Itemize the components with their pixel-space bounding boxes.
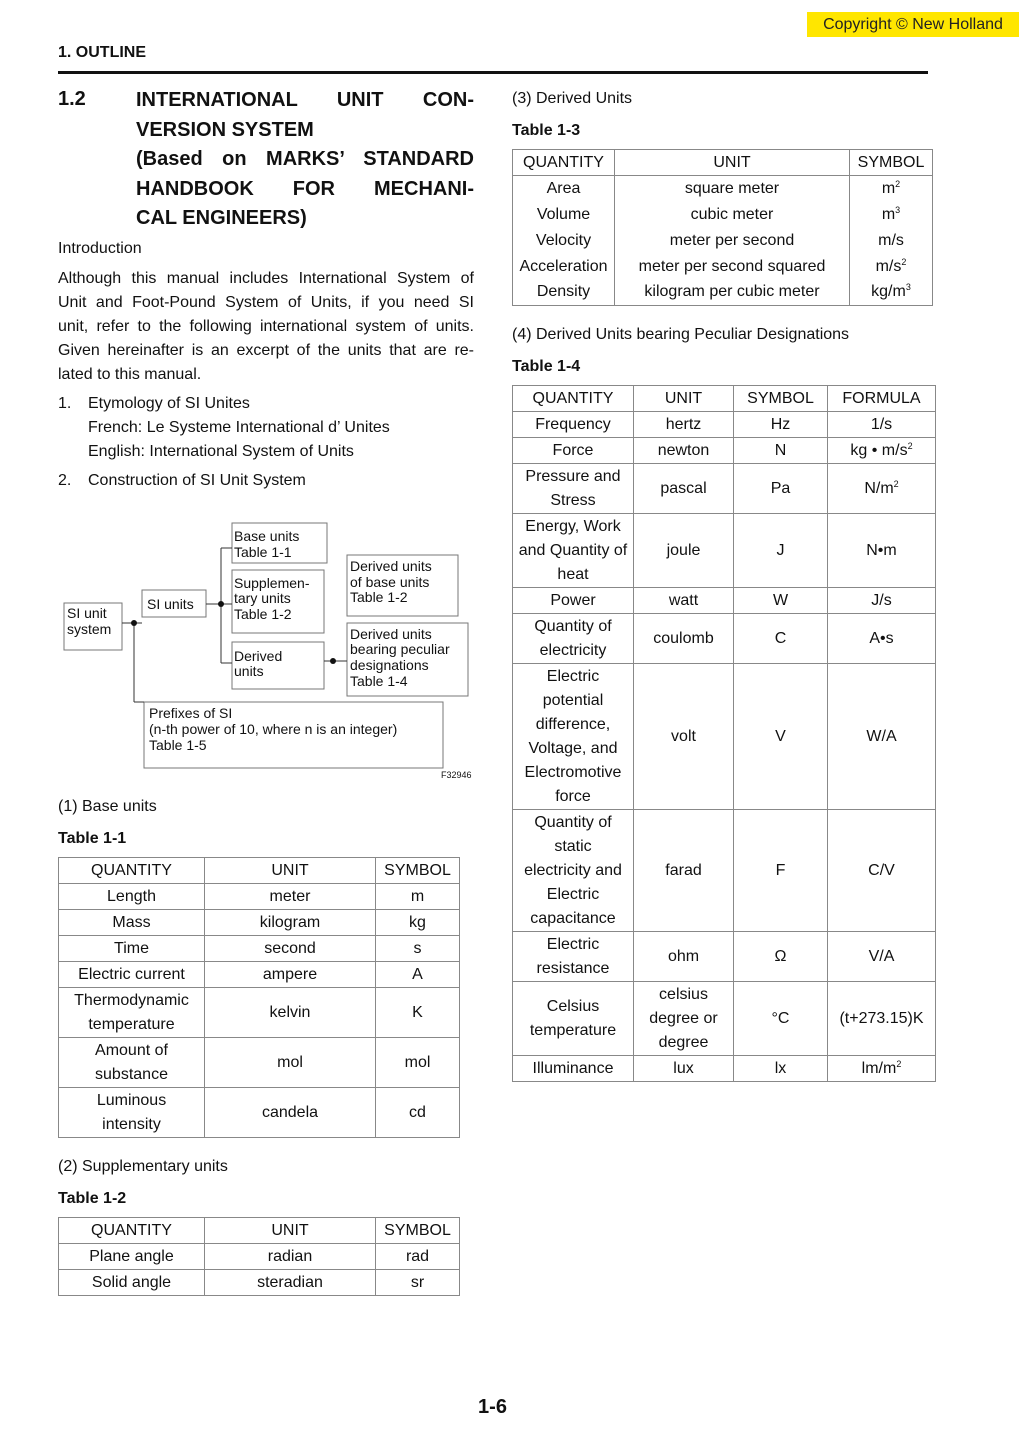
- table-cell: rad: [376, 1244, 460, 1270]
- table-row: [59, 910, 460, 936]
- diagram-label: Table 1-2: [350, 589, 408, 605]
- base-units-heading: (1) Base units: [58, 798, 157, 815]
- table-cell: Acceleration: [513, 254, 615, 280]
- diagram-label: tary units: [234, 590, 291, 606]
- intro-line: Given hereinafter is an excerpt of the units that are re-: [58, 342, 474, 359]
- diagram-label: (n-th power of 10, where n is an integer): [149, 721, 398, 737]
- list-item-etymology: Etymology of SI Unites: [88, 395, 250, 412]
- table-row: [513, 228, 933, 254]
- table-cell: farad: [634, 810, 734, 932]
- table-cell: $m/s^2$: [850, 254, 933, 280]
- table-cell: J/s: [828, 588, 936, 614]
- diagram-label: Supplemen-: [234, 575, 310, 591]
- header-cell: SYMBOL: [850, 150, 933, 176]
- diagram-label: bearing peculiar: [350, 641, 450, 657]
- table-cell: candela: [205, 1088, 376, 1138]
- table-cell: volt: [634, 664, 734, 810]
- table-cell: Power: [513, 588, 634, 614]
- table-cell: pascal: [634, 464, 734, 514]
- table-1-4-label: Table 1-4: [512, 358, 581, 375]
- table-cell: lx: [734, 1056, 828, 1082]
- title-line: CAL ENGINEERS): [136, 207, 307, 229]
- diagram-label: units: [234, 663, 264, 679]
- table-cell: N: [734, 438, 828, 464]
- title-line: INTERNATIONAL UNIT CON-: [136, 89, 474, 111]
- table-cell: Ω: [734, 932, 828, 982]
- list-item-construction: Construction of SI Unit System: [88, 472, 306, 489]
- header-cell: FORMULA: [828, 386, 936, 412]
- table-cell: Energy, Work and Quantity of heat: [513, 514, 634, 588]
- table-row: [59, 1244, 460, 1270]
- table-cell: W/A: [828, 664, 936, 810]
- table-cell: coulomb: [634, 614, 734, 664]
- section-title: [136, 86, 474, 234]
- table-row: [59, 1270, 460, 1296]
- table-1-4: [512, 385, 936, 1082]
- header-cell: QUANTITY: [513, 150, 615, 176]
- table-cell: K: [376, 988, 460, 1038]
- table-cell: $lm/m^2$: [828, 1056, 936, 1082]
- table-cell: Hz: [734, 412, 828, 438]
- page-number: 1-6: [478, 1396, 507, 1418]
- table-cell: steradian: [205, 1270, 376, 1296]
- table-row: [59, 884, 460, 910]
- table-cell: kilogram: [205, 910, 376, 936]
- header-cell: QUANTITY: [513, 386, 634, 412]
- header-cell: UNIT: [205, 1218, 376, 1244]
- table-cell: Plane angle: [59, 1244, 205, 1270]
- diagram-label: system: [67, 621, 112, 637]
- table-row: [59, 1038, 460, 1088]
- table-cell: J: [734, 514, 828, 588]
- table-cell: mol: [205, 1038, 376, 1088]
- intro-line: unit, refer to the following international system of units.: [58, 318, 474, 335]
- table-cell: Celsius temperature: [513, 982, 634, 1056]
- table-cell: s: [376, 936, 460, 962]
- table-row: [59, 936, 460, 962]
- title-line: VERSION SYSTEM: [136, 118, 314, 141]
- table-row: [513, 614, 936, 664]
- table-1-3-label: Table 1-3: [512, 122, 581, 139]
- table-1-2-label: Table 1-2: [58, 1190, 127, 1207]
- table-cell: kg: [376, 910, 460, 936]
- table-cell: radian: [205, 1244, 376, 1270]
- table-cell: sr: [376, 1270, 460, 1296]
- table-cell: meter: [205, 884, 376, 910]
- table-cell: Pressure and Stress: [513, 464, 634, 514]
- intro-line: lated to this manual.: [58, 366, 202, 383]
- table-cell: Area: [513, 176, 615, 202]
- table-cell: Pa: [734, 464, 828, 514]
- table-cell: Density: [513, 280, 615, 306]
- table-row: [513, 176, 933, 202]
- figure-id: F32946: [441, 770, 472, 780]
- table-cell: joule: [634, 514, 734, 588]
- table-row: [59, 962, 460, 988]
- header-cell: QUANTITY: [59, 858, 205, 884]
- table-cell: V/A: [828, 932, 936, 982]
- diagram-label: SI units: [147, 596, 194, 612]
- list-item-english: English: International System of Units: [88, 443, 354, 460]
- diagram-label: Table 1-5: [149, 737, 207, 753]
- table-cell: Luminous intensity: [59, 1088, 205, 1138]
- table-cell: watt: [634, 588, 734, 614]
- table-cell: m/s: [850, 228, 933, 254]
- table-cell: C: [734, 614, 828, 664]
- table-header-row: [59, 1218, 460, 1244]
- table-cell: 1/s: [828, 412, 936, 438]
- table-cell: W: [734, 588, 828, 614]
- table-cell: A: [376, 962, 460, 988]
- diagram-label: Prefixes of SI: [149, 705, 233, 721]
- table-row: [513, 412, 936, 438]
- table-cell: meter per second squared: [615, 254, 850, 280]
- diagram-label: Derived units: [350, 558, 432, 574]
- table-row: [513, 588, 936, 614]
- table-cell: $kg/m^3$: [850, 280, 933, 306]
- table-cell: Electric resistance: [513, 932, 634, 982]
- table-cell: cubic meter: [615, 202, 850, 228]
- header-cell: SYMBOL: [376, 1218, 460, 1244]
- intro-line: Although this manual includes International System of: [58, 270, 474, 287]
- table-cell: kelvin: [205, 988, 376, 1038]
- diagram-label: Table 1-2: [234, 606, 292, 622]
- table-cell: Force: [513, 438, 634, 464]
- table-cell: $N/m^2$: [828, 464, 936, 514]
- table-cell: kilogram per cubic meter: [615, 280, 850, 306]
- table-cell: Mass: [59, 910, 205, 936]
- table-cell: celsius degree or degree: [634, 982, 734, 1056]
- table-cell: m: [376, 884, 460, 910]
- table-cell: °C: [734, 982, 828, 1056]
- list-number: 1.: [58, 395, 72, 412]
- table-cell: square meter: [615, 176, 850, 202]
- table-row: [513, 932, 936, 982]
- table-cell: Electric current: [59, 962, 205, 988]
- table-1-1-label: Table 1-1: [58, 830, 127, 847]
- table-row: [513, 254, 933, 280]
- table-row: [513, 438, 936, 464]
- table-cell: Electric potential difference, Voltage, and Electromotive force: [513, 664, 634, 810]
- si-structure-diagram: [58, 520, 478, 785]
- title-line: HANDBOOK FOR MECHANI-: [136, 177, 474, 200]
- diagram-label: of base units: [350, 574, 430, 590]
- table-row: [513, 202, 933, 228]
- table-cell: hertz: [634, 412, 734, 438]
- table-cell: Volume: [513, 202, 615, 228]
- table-cell: ampere: [205, 962, 376, 988]
- diagram-label: Base units: [234, 528, 300, 544]
- table-cell: cd: [376, 1088, 460, 1138]
- table-cell: meter per second: [615, 228, 850, 254]
- table-row: [513, 464, 936, 514]
- intro-heading: Introduction: [58, 240, 142, 257]
- diagram-label: Table 1-1: [234, 544, 292, 560]
- table-cell: $m^3$: [850, 202, 933, 228]
- header-cell: UNIT: [615, 150, 850, 176]
- table-cell: N•m: [828, 514, 936, 588]
- table-cell: V: [734, 664, 828, 810]
- list-number: 2.: [58, 472, 72, 489]
- table-cell: Length: [59, 884, 205, 910]
- table-cell: second: [205, 936, 376, 962]
- table-cell: mol: [376, 1038, 460, 1088]
- table-1-2: [58, 1217, 460, 1296]
- diagram-label: Derived: [234, 648, 283, 664]
- list-item-french: French: Le Systeme International d’ Unites: [88, 419, 390, 436]
- diagram-label: Derived units: [350, 626, 432, 642]
- table-row: [513, 810, 936, 932]
- section-number: 1.2: [58, 88, 86, 110]
- derived-units-heading: (3) Derived Units: [512, 90, 633, 107]
- table-cell: Time: [59, 936, 205, 962]
- table-cell: $m^2$: [850, 176, 933, 202]
- table-cell: A•s: [828, 614, 936, 664]
- table-row: [59, 988, 460, 1038]
- table-header-row: [59, 858, 460, 884]
- table-cell: Amount of substance: [59, 1038, 205, 1088]
- table-cell: Velocity: [513, 228, 615, 254]
- table-header-row: [513, 386, 936, 412]
- header-cell: UNIT: [634, 386, 734, 412]
- header-cell: UNIT: [205, 858, 376, 884]
- table-cell: (t+273.15)K: [828, 982, 936, 1056]
- table-row: [513, 982, 936, 1056]
- table-header-row: [513, 150, 933, 176]
- table-cell: C/V: [828, 810, 936, 932]
- copyright-notice: Copyright © New Holland: [807, 12, 1019, 37]
- table-1-3: [512, 149, 933, 306]
- table-cell: Solid angle: [59, 1270, 205, 1296]
- table-row: [513, 280, 933, 306]
- diagram-label: Table 1-4: [350, 673, 408, 689]
- table-row: [513, 514, 936, 588]
- header-cell: SYMBOL: [376, 858, 460, 884]
- table-row: [513, 1056, 936, 1082]
- header-cell: QUANTITY: [59, 1218, 205, 1244]
- peculiar-units-heading: (4) Derived Units bearing Peculiar Designations: [512, 326, 850, 343]
- table-cell: newton: [634, 438, 734, 464]
- title-line: (Based on MARKS’ STANDARD: [136, 148, 474, 170]
- table-cell: Thermodynamic temperature: [59, 988, 205, 1038]
- header-rule: [58, 71, 928, 74]
- table-cell: F: [734, 810, 828, 932]
- table-cell: Quantity of static electricity and Electric capacitance: [513, 810, 634, 932]
- table-cell: lux: [634, 1056, 734, 1082]
- table-row: [59, 1088, 460, 1138]
- section-header: 1. OUTLINE: [58, 44, 147, 61]
- table-cell: kg • $m/s^2$: [828, 438, 936, 464]
- intro-paragraph: [58, 267, 474, 387]
- table-row: [513, 664, 936, 810]
- header-cell: SYMBOL: [734, 386, 828, 412]
- table-1-1: [58, 857, 460, 1138]
- table-cell: Frequency: [513, 412, 634, 438]
- table-cell: Quantity of electricity: [513, 614, 634, 664]
- table-cell: ohm: [634, 932, 734, 982]
- intro-line: Unit and Foot-Pound System of Units, if you need SI: [58, 294, 474, 311]
- supplementary-units-heading: (2) Supplementary units: [58, 1158, 228, 1175]
- diagram-label: SI unit: [67, 605, 107, 621]
- diagram-label: designations: [350, 657, 429, 673]
- table-cell: Illuminance: [513, 1056, 634, 1082]
